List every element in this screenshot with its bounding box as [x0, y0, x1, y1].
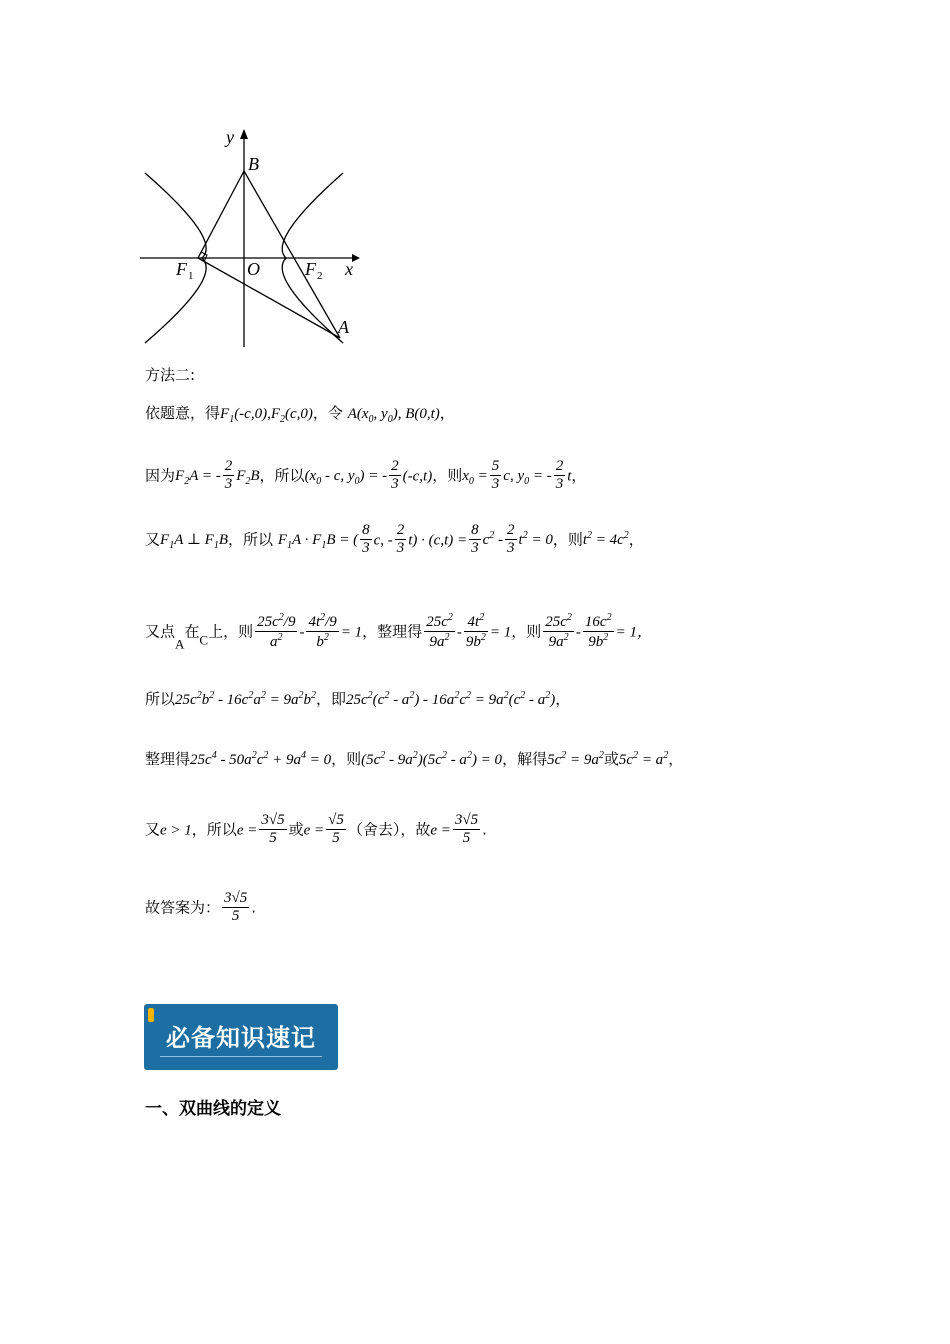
solution-line-6: 整理得$25c^4 - 50a^2c^2 + 9a^4 = 0$，则$(5c^2 - 9a^2)(5c^2 - a^2) = 0$，解得$5c^2 = 9a^2$或$5c^2 = a^2$， — [145, 750, 684, 768]
method-title: 方法二: — [145, 366, 196, 384]
hyperbola-figure — [140, 125, 365, 350]
label-F2: F — [305, 259, 316, 279]
solution-line-2: 因为$F_2A$ = - $\frac{2}{3}$ $F_2B$，所以($x_0$ - c, $y_0$) = - $\frac{2}{3}$ (-c,t)，则$x_0$ = $\frac{5}{3}$ c, $y_0$ = - $\frac{2}{3}$ t， — [145, 458, 587, 493]
banner-underline — [160, 1056, 322, 1057]
label-x: x — [345, 259, 353, 279]
label-F1: F — [176, 259, 187, 279]
label-F1-sub: 1 — [188, 270, 194, 282]
section-banner — [144, 1004, 338, 1070]
banner-title: 必备知识速记 — [166, 1024, 316, 1052]
solution-line-4: 又点A在C上，则 $\frac{25c^2/9}{a^2}$ - $\frac{4t^2/9}{b^2}$ = 1，整理得 $\frac{25c^2}{9a^2}$ - $\frac{4t^2}{9b^2}$ = 1，则 $\frac{25c^2}{9a^2}$ - $\frac{16c^2}{9b^2}$ = 1， — [145, 612, 652, 652]
label-F2-sub: 2 — [317, 270, 323, 282]
label-O: O — [247, 259, 260, 279]
label-A: A — [338, 317, 349, 337]
solution-line-3: 又$F_1A$ ⊥ $F_1B$，所以 $F_1A \cdot F_1B$ = ( $\frac{8}{3}$ c, - $\frac{2}{3}$ t) · (c,t) = $\frac{8}{3}$ $c^2$ - $\frac{2}{3}$ $t^2 = 0$，则$t^2 = 4c^2$， — [145, 522, 644, 557]
solution-line-1: 依题意，得$F_1(-c,0),F_2(c,0)$，令 $A(x_0$, $y_0$), B(0,t)， — [145, 404, 455, 425]
label-y: y — [226, 127, 234, 147]
label-B: B — [248, 154, 259, 174]
solution-line-5: 所以$25c^2b^2 - 16c^2a^2 = 9a^2b^2$，即$25c^2(c^2 - a^2) - 16a^2c^2 = 9a^2(c^2 - a^2)$， — [145, 690, 571, 708]
section-heading: 一、双曲线的定义 — [145, 1099, 281, 1119]
answer-line: 故答案为： $\frac{3√5}{5}$ . — [145, 890, 257, 925]
solution-line-7: 又e > 1，所以e = $\frac{3√5}{5}$ 或e = $\frac{√5}{5}$ （舍去），故e = $\frac{3√5}{5}$ . — [145, 812, 487, 847]
